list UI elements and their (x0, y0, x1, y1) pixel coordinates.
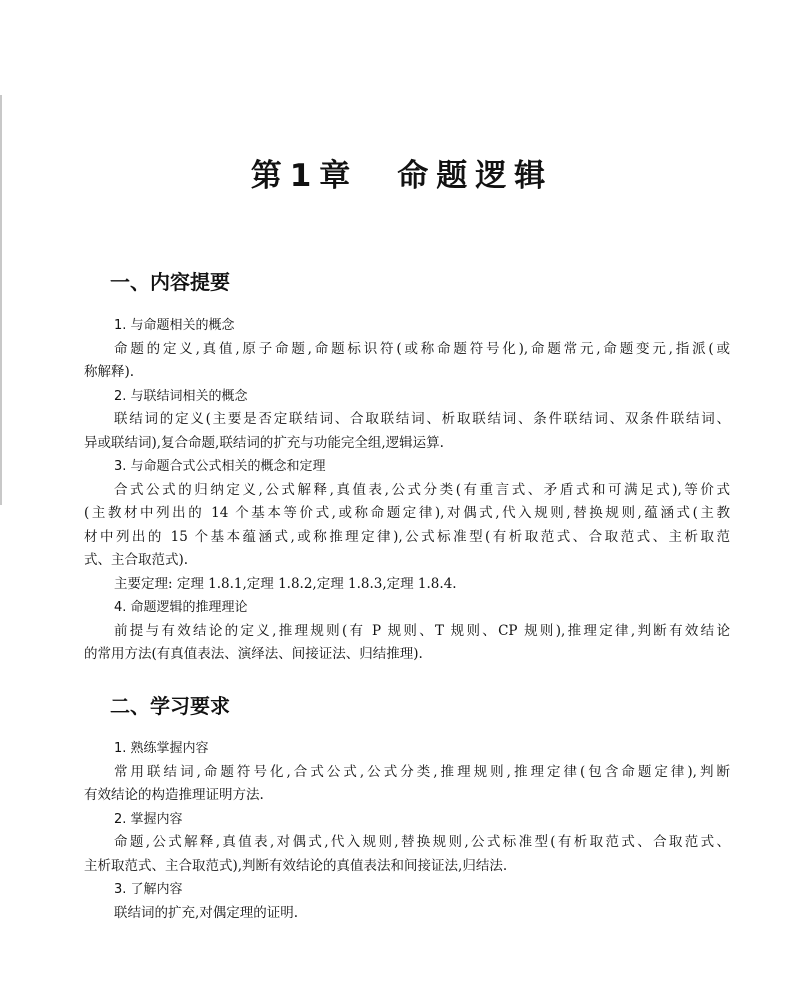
paragraph-line: 命题,公式解释,真值表,对偶式,代入规则,替换规则,公式标准型(有析取范式、合取范式、 (114, 834, 730, 850)
section-heading-learning-requirements: 二、学习要求 (110, 694, 230, 718)
paragraph-line: 前提与有效结论的定义,推理规则(有 P 规则、T 规则、CP 规则),推理定律,判断有效结论 (114, 622, 730, 639)
paragraph-line: 主析取范式、主合取范式),判断有效结论的真值表法和间接证法,归结法. (84, 857, 508, 874)
paragraph-line: 异或联结词),复合命题,联结词的扩充与功能完全组,逻辑运算. (84, 434, 444, 451)
section-heading-content-summary: 一、内容提要 (110, 270, 230, 294)
paragraph-line: 材中列出的 15 个基本蕴涵式,或称推理定律),公式标准型(有析取范式、合取范式、主析取范 (84, 528, 730, 545)
item-heading: 2. 掌握内容 (114, 811, 183, 827)
item-heading: 1. 与命题相关的概念 (114, 318, 235, 333)
item-heading: 3. 与命题合式公式相关的概念和定理 (114, 459, 326, 474)
paragraph-line: 有效结论的构造推理证明方法. (84, 787, 264, 803)
item-heading: 2. 与联结词相关的概念 (114, 388, 248, 404)
section-content-summary-body (84, 314, 730, 667)
item-heading: 3. 了解内容 (114, 882, 183, 897)
paragraph-line: 联结词的定义(主要是否定联结词、合取联结词、析取联结词、条件联结词、双条件联结词、 (114, 411, 730, 427)
paragraph-line: 联结词的扩充,对偶定理的证明. (114, 904, 299, 921)
paragraph-line: 命题的定义,真值,原子命题,命题标识符(或称命题符号化),命题常元,命题变元,指派(或 (114, 340, 730, 357)
paragraph-line: 合式公式的归纳定义,公式解释,真值表,公式分类(有重言式、矛盾式和可满足式),等价式 (114, 481, 730, 498)
paragraph-line: (主教材中列出的 14 个基本等价式,或称命题定律),对偶式,代入规则,替换规则,蕴涵式(主教 (84, 505, 730, 521)
paragraph-line: 式、主合取范式). (84, 552, 189, 568)
item-heading: 4. 命题逻辑的推理理论 (114, 600, 248, 615)
paragraph-line: 常用联结词,命题符号化,合式公式,公式分类,推理规则,推理定律(包含命题定律),判断 (114, 763, 730, 780)
paragraph-line: 的常用方法(有真值表法、演绎法、间接证法、归结推理). (84, 646, 423, 662)
item-heading: 1. 熟练掌握内容 (114, 741, 209, 756)
chapter-title: 第1章 命题逻辑 (250, 158, 554, 194)
theorem-line: 主要定理: 定理 1.8.1,定理 1.8.2,定理 1.8.3,定理 1.8.4. (114, 575, 457, 592)
section-learning-requirements-body (84, 737, 730, 925)
paragraph-line: 称解释). (84, 364, 135, 380)
